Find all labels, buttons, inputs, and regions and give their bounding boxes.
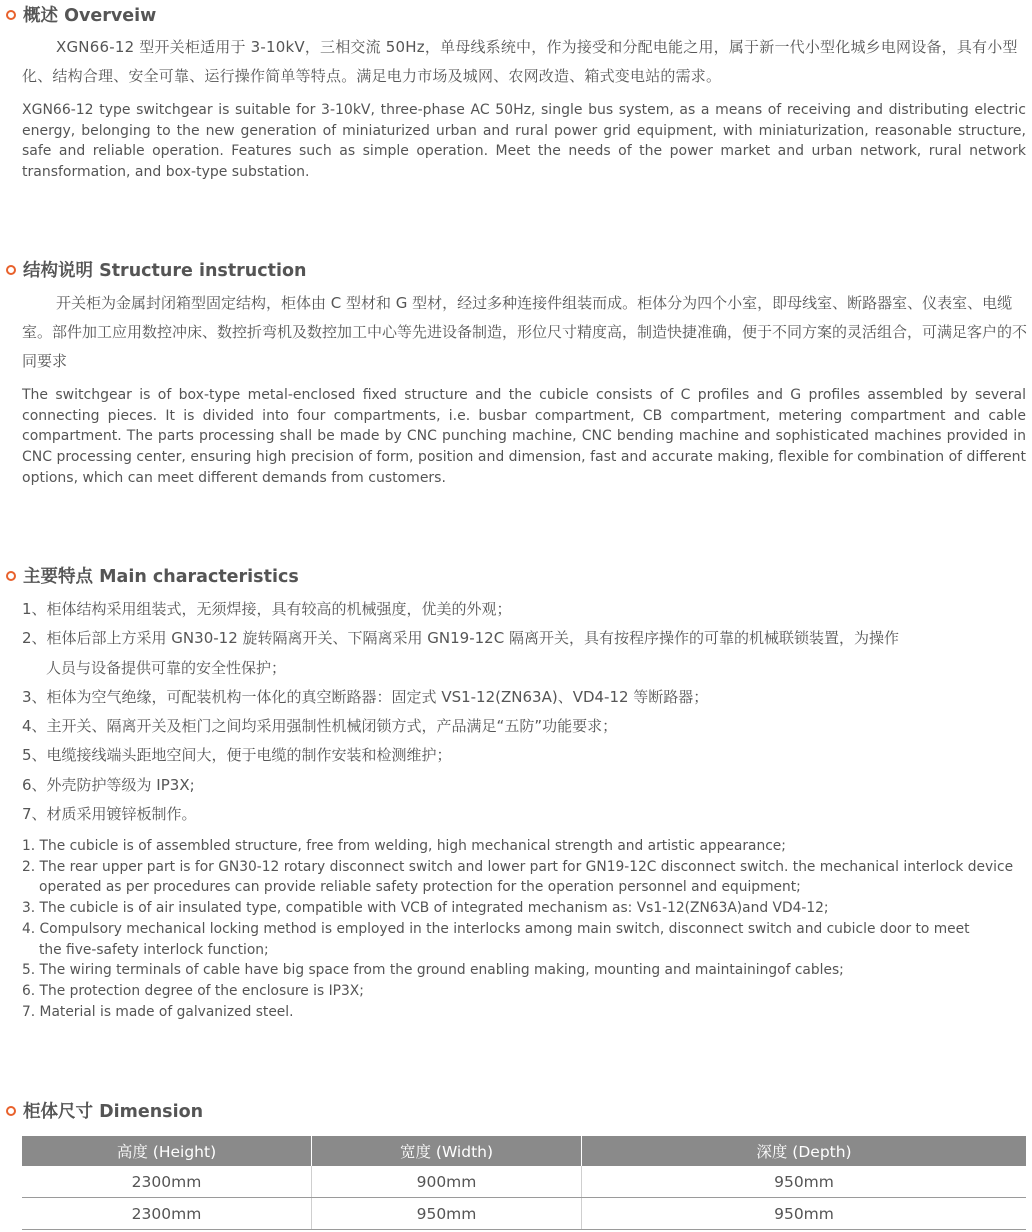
table-cell: 2300mm — [22, 1198, 312, 1230]
list-item-text: 3. The cubicle is of air insulated type, compatible with VCB of integrated mechanism as: Vs1-12(ZN63A)and VD4-12; — [22, 900, 829, 917]
table-row — [22, 1166, 1026, 1198]
dimension-heading — [6, 1098, 203, 1123]
overview-title: 概述 Overveiw — [23, 6, 157, 26]
overview-cn-text: XGN66-12 型开关柜适用于 3-10kV，三相交流 50Hz，单母线系统中，作为接受和分配电能之用，属于新一代小型化城乡电网设备，具有小型化、结构合理、安全可靠、运行操作简单等特点。满足电力市场及城网、农网改造、箱式变电站的需求。 — [22, 38, 1018, 85]
list-item-text: 6. The protection degree of the enclosure is IP3X; — [22, 982, 364, 999]
structure-en-text: The switchgear is of box-type metal-enclosed fixed structure and the cubicle consists of C profiles and G profiles assembled by several connecting pieces. It is divided into four compartments, i.e. busbar compartment, CB compartment, metering compartment and cable compartment. The parts processing shall be made by CNC punching machine, CNC bending machine and sophisticated machines provided in CNC processing center, ensuring high precision of form, position and dimension, fast and accurate making, flexible for combination of different options, which can meet different demands from customers. — [22, 387, 1026, 486]
characteristics-heading — [6, 563, 299, 588]
circle-bullet-icon — [6, 10, 16, 20]
list-item-text: 3、柜体为空气绝缘，可配装机构一体化的真空断路器：固定式 VS1-12(ZN63A)、VD4-12 等断路器； — [22, 687, 709, 706]
list-item — [22, 771, 1028, 800]
list-item — [22, 683, 1028, 712]
dimension-table — [22, 1136, 1026, 1230]
dimension-title: 柜体尺寸 Dimension — [23, 1102, 204, 1122]
list-item — [22, 1002, 1028, 1023]
list-item-text: 5. The wiring terminals of cable have big space from the ground enabling making, mounting and maintainingof cables; — [22, 962, 844, 979]
list-item-text: 4. Compulsory mechanical locking method is employed in the interlocks among main switch, disconnect switch and cubicle door to meet — [22, 920, 970, 937]
list-item-text: 4、主开关、隔离开关及柜门之间均采用强制性机械闭锁方式，产品满足“五防”功能要求； — [22, 717, 618, 736]
table-row — [22, 1198, 1026, 1230]
list-item-text: 2. The rear upper part is for GN30-12 rotary disconnect switch and lower part for GN19-12C disconnect switch. the mechanical interlock device — [22, 858, 1014, 875]
list-item-continuation: operated as per procedures can provide reliable safety protection for the operation personnel and equipment; — [39, 879, 801, 896]
characteristics-en-list — [22, 836, 1028, 1022]
list-item — [22, 800, 1028, 829]
table-cell: 900mm — [312, 1166, 582, 1198]
characteristics-cn-list — [22, 595, 1028, 829]
table-cell: 950mm — [582, 1198, 1027, 1230]
list-item — [22, 898, 1028, 919]
table-cell: 2300mm — [22, 1166, 312, 1198]
list-item-continuation: 人员与设备提供可靠的安全性保护； — [46, 658, 287, 677]
list-item-text: 6、外壳防护等级为 IP3X; — [22, 775, 195, 794]
list-item — [22, 960, 1028, 981]
list-item — [22, 712, 1028, 741]
list-item — [22, 857, 1028, 898]
list-item — [22, 836, 1028, 857]
table-cell: 950mm — [312, 1198, 582, 1230]
structure-cn-text: 开关柜为金属封闭箱型固定结构，柜体由 C 型材和 G 型材，经过多种连接件组装而成。柜体分为四个小室，即母线室、断路器室、仪表室、电缆室。部件加工应用数控冲床、数控折弯机及数控加工中心等先进设备制造，形位尺寸精度高，制造快捷准确，便于不同方案的灵活组合，可满足客户的不同要求 — [22, 294, 1028, 370]
circle-bullet-icon — [6, 1106, 16, 1116]
list-item-text: 1、柜体结构采用组装式，无须焊接，具有较高的机械强度，优美的外观； — [22, 600, 512, 618]
overview-heading — [6, 2, 156, 27]
list-item — [22, 981, 1028, 1002]
list-item-text: 7、材质采用镀锌板制作。 — [22, 805, 197, 824]
circle-bullet-icon — [6, 265, 16, 275]
structure-title: 结构说明 Structure instruction — [23, 261, 307, 281]
list-item — [22, 741, 1028, 770]
list-item — [22, 919, 1028, 960]
list-item — [22, 624, 1028, 683]
column-header-height: 高度 (Height) — [22, 1136, 312, 1166]
column-header-depth: 深度 (Depth) — [582, 1136, 1027, 1166]
characteristics-title: 主要特点 Main characteristics — [23, 567, 299, 587]
list-item-text: 7. Material is made of galvanized steel. — [22, 1003, 294, 1020]
structure-heading — [6, 257, 307, 282]
list-item — [22, 595, 1028, 624]
list-item-continuation: the five-safety interlock function; — [39, 941, 269, 958]
list-item-text: 1. The cubicle is of assembled structure, free from welding, high mechanical strength and artistic appearance; — [22, 838, 786, 854]
table-cell: 950mm — [582, 1166, 1027, 1198]
column-header-width: 宽度 (Width) — [312, 1136, 582, 1166]
list-item-text: 2、柜体后部上方采用 GN30-12 旋转隔离开关、下隔离采用 GN19-12C 隔离开关，具有按程序操作的可靠的机械联锁装置，为操作 — [22, 629, 899, 648]
overview-en-text: XGN66-12 type switchgear is suitable for 3-10kV, three-phase AC 50Hz, single bus system, as a means of receiving and distributing electric energy, belonging to the new generation of miniaturized urban and rural power grid equipment, with miniaturization, reasonable structure, safe and reliable operation. Features such as simple operation. Meet the needs of the power market and urban network, rural network transformation, and box-type substation. — [22, 102, 1026, 181]
circle-bullet-icon — [6, 571, 16, 581]
list-item-text: 5、电缆接线端头距地空间大，便于电缆的制作安装和检测维护； — [22, 746, 452, 765]
table-header-row — [22, 1136, 1026, 1166]
